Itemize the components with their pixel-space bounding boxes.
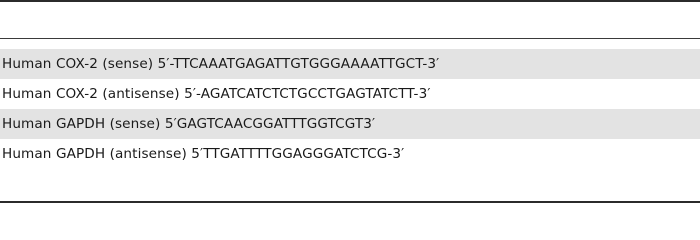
table-row: Human COX-2 (antisense) 5′-AGATCATCTCTGCCTGAGTATCTT-3′ [0,79,700,109]
table-body [0,49,700,169]
table-row: Human GAPDH (sense) 5′GAGTCAACGGATTTGGTCGT3′ [0,109,700,139]
table-row: Human COX-2 (sense) 5′-TTCAAATGAGATTGTGGGAAAATTGCT-3′ [0,49,700,79]
table-row: Human GAPDH (antisense) 5′TTGATTTTGGAGGGATCTCG-3′ [0,139,700,169]
table-bottom-rule [0,201,700,203]
table-top-rule [0,0,700,2]
table-header-rule [0,38,700,39]
